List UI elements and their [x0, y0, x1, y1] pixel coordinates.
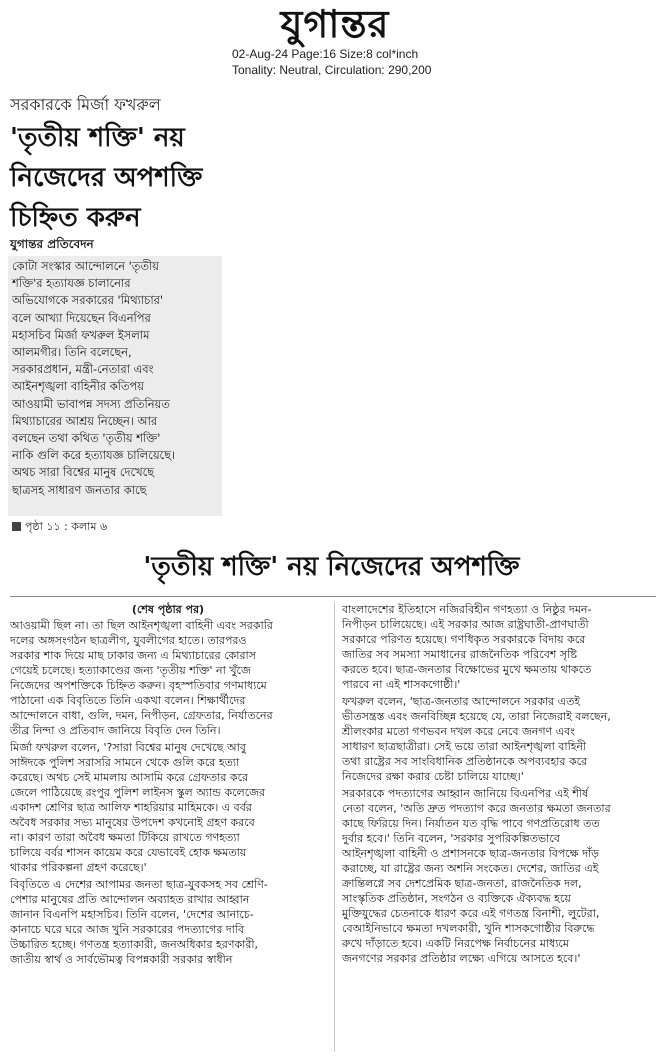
- text-line: মহাসচিব মির্জা ফখরুল ইসলাম: [12, 327, 150, 342]
- text-line: সরকারকে পদত্যাগের আহ্বান জানিয়ে বিএনপির এই শীর্ষ: [342, 787, 589, 800]
- text-line: জানান বিএনপি মহাসচিব। তিনি বলেন, 'দেশের আনাচে-: [10, 908, 254, 921]
- article-byline: যুগান্তর প্রতিবেদন: [10, 237, 94, 251]
- text-line: শ্রীলংকার মতো গণভবন দখল করে নেবে জনগণ এবং: [342, 725, 575, 738]
- article-paragraph: [10, 618, 326, 738]
- text-line: পেশার মানুষের প্রতি আন্দোলন অব্যাহত রাখার আহ্বান: [10, 893, 250, 906]
- text-line: একাদশ শ্রেণির ছাত্র আলিফ শাহরিয়ার মাহিমকে। এ বর্বর: [10, 801, 252, 814]
- text-line: তীব্র নিন্দা ও প্রতিবাদ জানিয়ে বিবৃতি দেন তিনি।: [10, 724, 221, 737]
- article-paragraph: [342, 694, 658, 784]
- text-line: গেয়েই চলেছে। হত্যাকাণ্ডের জন্য 'তৃতীয় শক্তি' না খুঁজে: [10, 664, 251, 677]
- text-line: দুর্বার হবে।' তিনি বলেন, 'সরকার সুপরিকল্পিতভাবে: [342, 832, 560, 845]
- clipping-meta-tonality: Tonality: Neutral, Circulation: 290,200: [232, 63, 432, 77]
- text-line: মুক্তিযুদ্ধের চেতনাকে ধারণ করে এই গণতন্ত্র বিনাশী, লুটেরা,: [342, 907, 600, 920]
- text-line: শক্তি'র হত্যাযজ্ঞ চালানোর: [12, 276, 131, 291]
- text-line: বিবৃতিতে এ দেশের আপামর জনতা ছাত্র-যুবকসহ সব শ্রেণি-: [10, 878, 268, 891]
- jump-text: পৃষ্ঠা ১১ : কলাম ৬: [25, 520, 108, 533]
- text-line: থাকার পরিকল্পনা গ্রহণ করেছে।': [10, 861, 147, 874]
- text-line: বলছেন তথা কথিত 'তৃতীয় শক্তি': [12, 431, 161, 446]
- text-line: সরকারে পরিণত হয়েছে। গণধিকৃত সরকারকে বিদায় করে: [342, 633, 586, 646]
- continuation-column-left: [10, 602, 326, 969]
- headline-line: চিহ্নিত করুন: [10, 203, 141, 233]
- divider: [10, 596, 656, 597]
- jump-reference: [12, 518, 107, 537]
- text-line: আওয়ামী ভাবাপন্ন সদস্য প্রতিনিয়ত: [12, 396, 170, 411]
- text-line: আইনশৃঙ্খলা বাহিনী ও প্রশাসনকে ছাত্র-জনতার বিপক্ষে দাঁড়: [342, 847, 599, 860]
- text-line: বাংলাদেশের ইতিহাসে নজিরবিহীন গণহত্যা ও নিষ্ঠুর দমন-: [342, 603, 592, 616]
- text-line: তথা রাষ্ট্রের সব সাংবিধানিক প্রতিষ্ঠানকে অপব্যবহার করে: [342, 755, 588, 768]
- clipping-meta-date-page: 02-Aug-24 Page:16 Size:8 col*inch: [232, 47, 419, 61]
- text-line: সাধারণ ছাত্রছাত্রীরা। সেই ভয়ে তারা আইনশৃঙ্খলা বাহিনী: [342, 740, 587, 753]
- text-line: নিপীড়ন চালিয়েছে। এই সরকার আজ রাষ্ট্রঘাতী-প্রাণঘাতী: [342, 618, 589, 631]
- headline-line: 'তৃতীয় শক্তি' নয়: [10, 123, 185, 153]
- text-line: সাংস্কৃতিক প্রতিষ্ঠান, সংগঠন ও ব্যক্তিকে ঐক্যবদ্ধ হয়ে: [342, 892, 571, 905]
- continuation-headline: 'তৃতীয় শক্তি' নয় নিজেদের অপশক্তি: [143, 552, 520, 582]
- text-line: করেছে। অথচ সেই মামলায় আসামি করে গ্রেফতার করে: [10, 771, 249, 784]
- text-line: রুখে দাঁড়াতে হবে। একটি নিরপেক্ষ নির্বাচনের মাধ্যমে: [342, 937, 569, 950]
- text-line: আন্দোলনে বাধা, গুলি, দমন, নিপীড়ন, গ্রেফতার, নির্যাতনের: [10, 709, 273, 722]
- headline-line: নিজেদের অপশক্তি: [10, 163, 203, 193]
- text-line: নিজেদের রক্ষা করার চেষ্টা চালিয়ে যাচ্ছে।': [342, 770, 524, 783]
- text-line: আওয়ামী ছিল না। তা ছিল আইনশৃঙ্খলা বাহিনী এবং সরকারি: [10, 619, 273, 632]
- text-line: কাছে ফিরিয়ে দিন। নির্যাতন যত বৃদ্ধি পাবে গণপ্রতিরোধ তত: [342, 817, 600, 830]
- text-line: জেলে পাঠিয়েছে রংপুর পুলিশ লাইনস স্কুল অ্যান্ড কলেজের: [10, 786, 266, 799]
- article-paragraph: [342, 786, 658, 966]
- text-line: জাতির সব সমস্যা সমাধানের রাজনৈতিক পরিবেশ সৃষ্টি: [342, 648, 577, 661]
- text-line: সরকার শাক দিয়ে মাছ ঢাকার জন্য এ মিথ্যাচারের কোরাস: [10, 649, 256, 662]
- newspaper-masthead: যুগান্তর: [280, 1, 390, 46]
- text-line: নিজেদের অপশক্তিকে চিহ্নিত করুন। বৃহস্পতিবার গণমাধ্যমে: [10, 679, 267, 692]
- text-line: জাতীয় স্বার্থ ও সার্বভৌমত্ব বিপন্নকারী সরকার স্বাধীন: [10, 953, 233, 966]
- text-line: উচ্চারিত হচ্ছে। গণতন্ত্র হত্যাকারী, জনঅধিকার হরণকারী,: [10, 938, 259, 951]
- article-lead: [12, 258, 218, 499]
- text-line: কানাচে ঘরে ঘরে আজ খুনি সরকারের পদত্যাগের দাবি: [10, 923, 245, 936]
- text-line: বলে আখ্যা দিয়েছেন বিএনপির: [12, 310, 151, 325]
- continuation-column-right: [342, 602, 658, 968]
- text-line: দলের অঙ্গসংগঠন ছাত্রলীগ, যুবলীগের হাতে। তারপরও: [10, 634, 247, 647]
- text-line: জনগণের সরকার প্রতিষ্ঠার লক্ষ্যে এগিয়ে আসতে হবে।': [342, 952, 581, 965]
- text-line: করাচ্ছে, যা রাষ্ট্রের জন্য অশনি সংকেত। দেশের, জাতির এই: [342, 862, 599, 875]
- column-divider: [334, 602, 335, 1052]
- text-line: সাঈদকে পুলিশ সরাসরি সামনে থেকে গুলি করে হত্যা: [10, 756, 240, 769]
- square-bullet-icon: [12, 522, 21, 531]
- text-line: ফখরুল বলেন, 'ছাত্র-জনতার আন্দোলনে সরকার এতই: [342, 695, 581, 708]
- text-line: চালিয়ে বর্বর শাসন কায়েম করে যেভাবেই হোক ক্ষমতায়: [10, 846, 247, 859]
- text-line: না। কারণ তারা অবৈধ ক্ষমতা টিকিয়ে রাখতে গণহত্যা: [10, 831, 240, 844]
- text-line: ছাত্রসহ সাধারণ জনতার কাছে: [12, 482, 147, 497]
- text-line: কোটা সংস্কার আন্দোলনে 'তৃতীয়: [12, 259, 159, 273]
- article-paragraph: [342, 602, 658, 692]
- text-line: বেআইনিভাবে ক্ষমতা দখলকারী, খুনি শাসকগোষ্ঠীর বিরুদ্ধে: [342, 922, 595, 935]
- text-line: করতে হবে। ছাত্র-জনতার বিক্ষোভের মুখে ক্ষমতায় থাকতে: [342, 663, 592, 676]
- text-line: অবৈধ সরকার সভ্য মানুষের উপদেশ কখনোই গ্রহণ করবে: [10, 816, 255, 829]
- text-line: নাকি গুলি করে হত্যাযজ্ঞ চালিয়েছে।: [12, 448, 176, 463]
- text-line: মির্জা ফখরুল বলেন, '?সারা বিশ্বের মানুষ দেখেছে আবু: [10, 741, 246, 754]
- text-line: অভিযোগকে সরকারের 'মিথ্যাচার': [12, 293, 164, 308]
- text-line: নেতা বলেন, 'অতি দ্রুত পদত্যাগ করে জনতার ক্ষমতা জনতার: [342, 802, 611, 815]
- article-paragraph: [10, 740, 326, 875]
- continuation-label: (শেষ পৃষ্ঠার পর): [131, 603, 205, 616]
- text-line: ক্রান্তিলগ্নে সব দেশপ্রেমিক ছাত্র-জনতা, রাজনৈতিক দল,: [342, 877, 582, 890]
- text-line: আলমগীর। তিনি বলেছেন,: [12, 345, 132, 360]
- text-line: পারবে না এই শাসকগোষ্ঠী।': [342, 678, 461, 691]
- text-line: সরকারপ্রধান, মন্ত্রী-নেতারা এবং: [12, 362, 154, 377]
- article-headline: [10, 118, 230, 238]
- article-kicker: সরকারকে মির্জা ফখরুল: [10, 95, 161, 114]
- text-line: অথচ সারা বিশ্বের মানুষ দেখেছে: [12, 465, 155, 480]
- text-line: পাঠানো এক বিবৃতিতে তিনি একথা বলেন। শিক্ষার্থীদের: [10, 694, 246, 707]
- text-line: ভীতসন্ত্রস্ত এবং জনবিচ্ছিন্ন হয়েছে যে, তারা নিজেরাই বলছেন,: [342, 710, 611, 723]
- article-paragraph: [10, 877, 326, 967]
- text-line: আইনশৃঙ্খলা বাহিনীর কতিপয়: [12, 379, 144, 394]
- text-line: মিথ্যাচারের আশ্রয় নিচ্ছেন। আর: [12, 413, 158, 428]
